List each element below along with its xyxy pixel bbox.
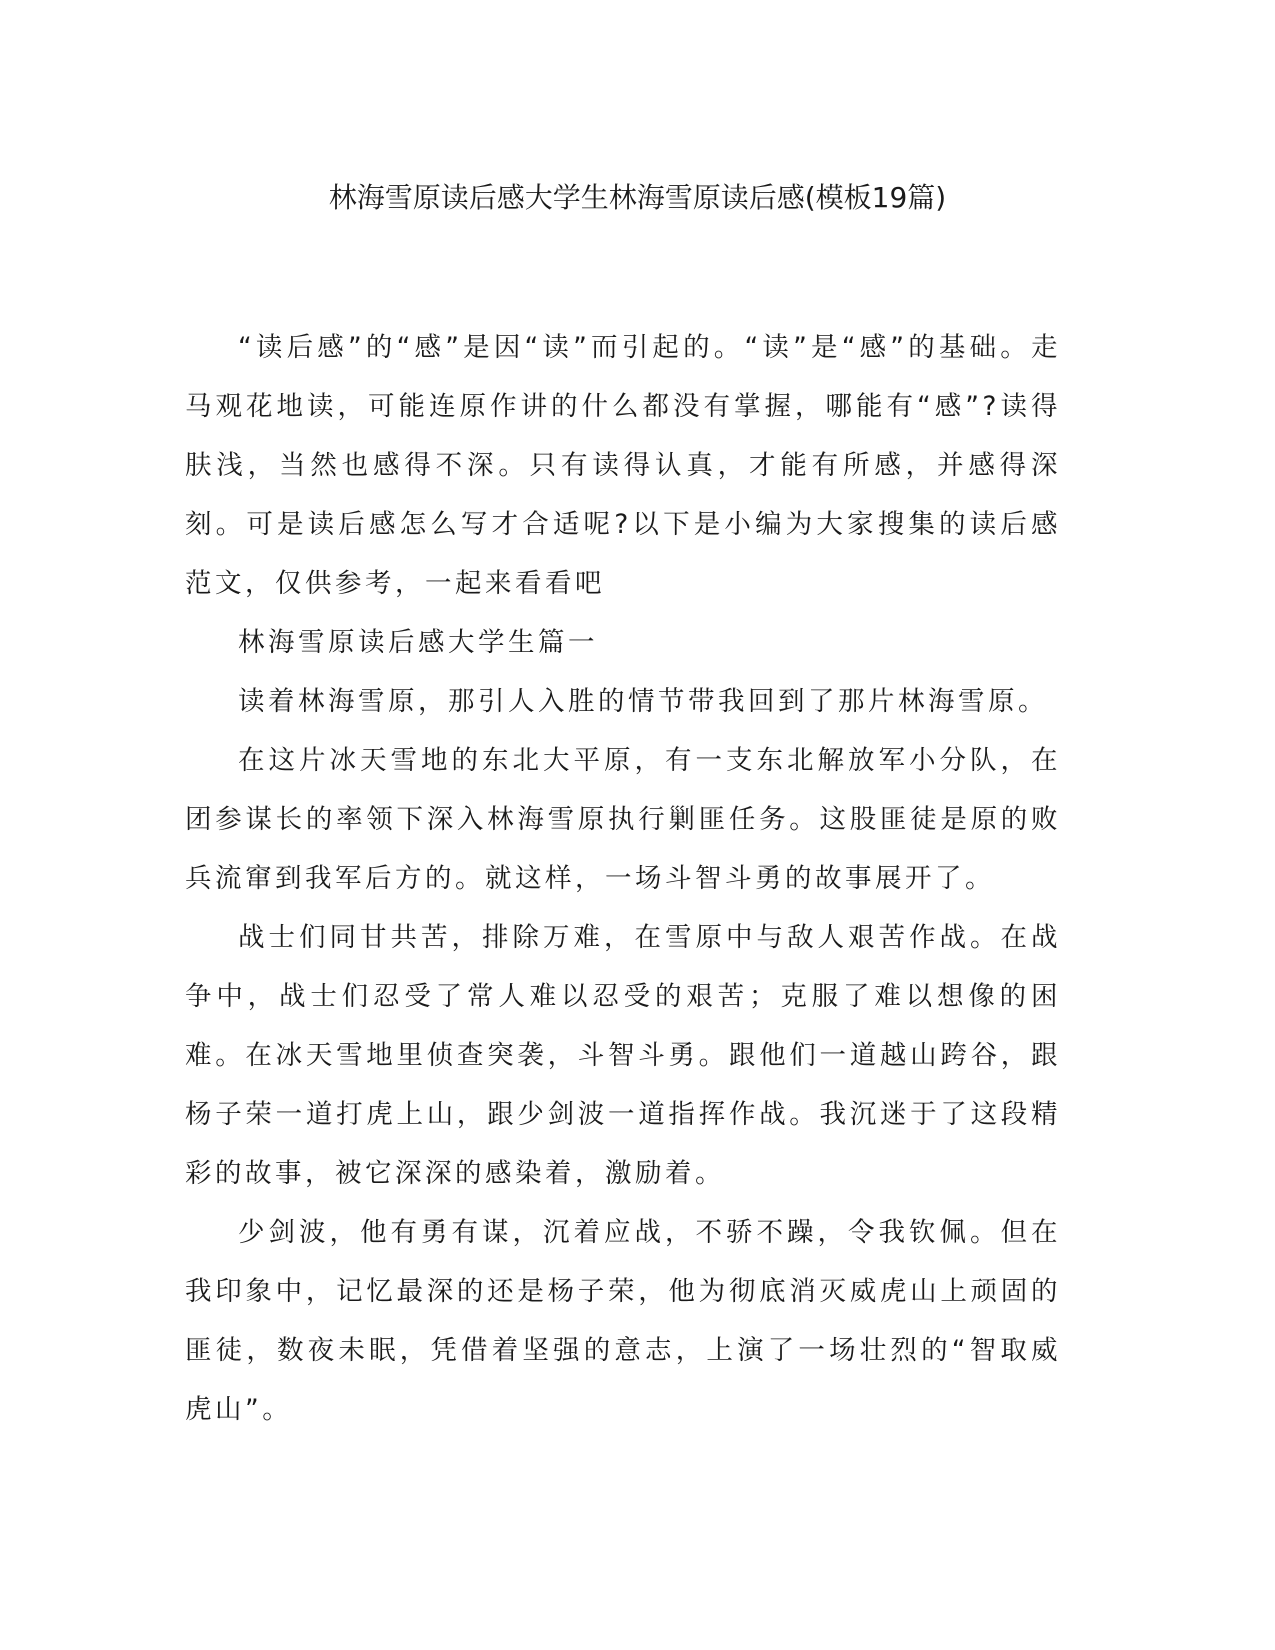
intro-paragraph: “读后感”的“感”是因“读”而引起的。“读”是“感”的基础。走马观花地读，可能连原作讲的什么都没有掌握，哪能有“感”?读得肤浅，当然也感得不深。只有读得认真，才能有所感，并感得深刻。可是读后感怎么写才合适呢?以下是小编为大家搜集的读后感范文，仅供参考，一起来看看吧: [185, 332, 1061, 599]
document-body: [185, 318, 1061, 1439]
body-paragraph: 战士们同甘共苦，排除万难，在雪原中与敌人艰苦作战。在战争中，战士们忍受了常人难以忍受的艰苦；克服了难以想像的困难。在冰天雪地里侦查突袭，斗智斗勇。跟他们一道越山跨谷，跟杨子荣一道打虎上山，跟少剑波一道指挥作战。我沉迷于了这段精彩的故事，被它深深的感染着，激励着。: [185, 922, 1061, 1189]
section-heading: 林海雪原读后感大学生篇一: [238, 627, 598, 658]
body-paragraph: 读着林海雪原，那引人入胜的情节带我回到了那片林海雪原。: [238, 686, 1048, 717]
body-paragraph: 在这片冰天雪地的东北大平原，有一支东北解放军小分队，在团参谋长的率领下深入林海雪原执行剿匪任务。这股匪徒是原的败兵流窜到我军后方的。就这样，一场斗智斗勇的故事展开了。: [185, 745, 1061, 894]
body-paragraph: 少剑波，他有勇有谋，沉着应战，不骄不躁，令我钦佩。但在我印象中，记忆最深的还是杨子荣，他为彻底消灭威虎山上顽固的匪徒，数夜未眠，凭借着坚强的意志，上演了一场壮烈的“智取威虎山”。: [185, 1217, 1061, 1425]
document-title: 林海雪原读后感大学生林海雪原读后感(模板19篇): [328, 181, 947, 214]
